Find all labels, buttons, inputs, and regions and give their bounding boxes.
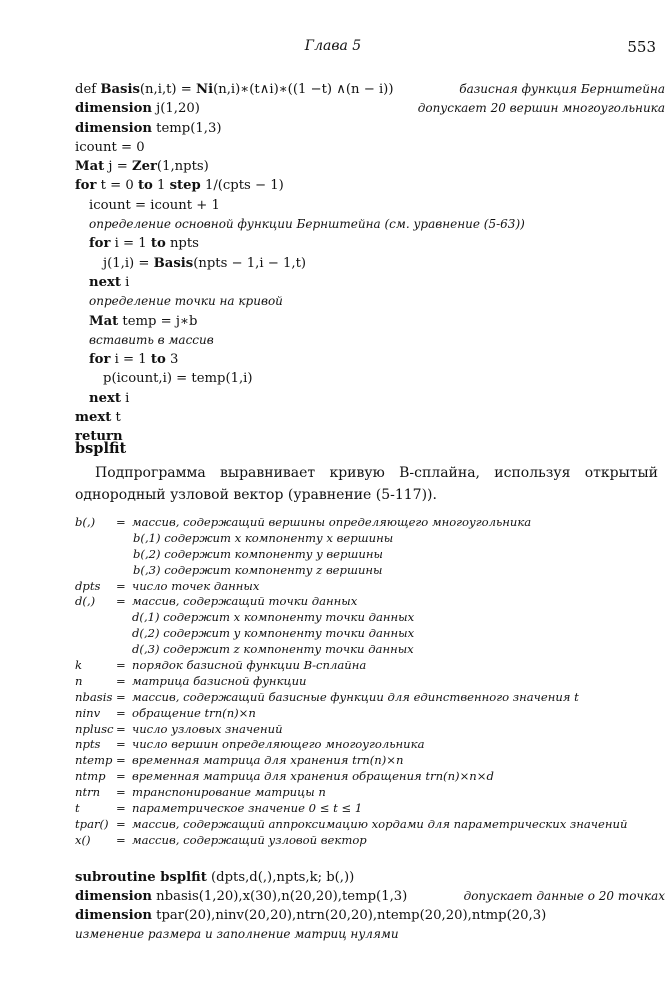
code-text: (1,npts) — [156, 159, 209, 175]
equals-sign: = — [116, 594, 126, 609]
definition-row — [75, 563, 665, 579]
definition-text: обращение trn(n)×n — [132, 705, 256, 720]
equals-sign: = — [116, 832, 126, 847]
definition-term: npts — [75, 737, 101, 752]
code-text: 1/(cpts − 1) — [200, 178, 284, 194]
definition-term: nbasis — [75, 689, 113, 704]
code-keyword: Basis — [153, 255, 194, 271]
code-comment: вставить в массив — [89, 332, 214, 347]
definition-row — [75, 642, 665, 658]
code-text: (n,i,t) = — [139, 82, 197, 97]
section-description: Подпрограмма выравнивает кривую В-сплайна, используя открытый однородный узловой вектор (уравнение (5-117)). — [75, 465, 658, 503]
code-keyword: step — [169, 178, 201, 194]
code-text: 3 — [165, 352, 179, 368]
definition-row — [75, 579, 665, 595]
equals-sign: = — [116, 689, 126, 704]
code-line — [75, 196, 665, 215]
code-keyword: return — [75, 429, 123, 445]
equals-sign: = — [116, 705, 126, 720]
equals-sign: = — [116, 785, 126, 800]
code-line — [75, 389, 665, 408]
definition-row — [75, 531, 665, 547]
code-line — [75, 157, 665, 176]
code-keyword: next — [89, 390, 121, 406]
equals-sign: = — [116, 801, 126, 816]
definition-row — [75, 833, 665, 849]
equals-sign: = — [116, 673, 126, 688]
definition-row — [75, 610, 665, 626]
code-text: icount = 0 — [75, 139, 145, 155]
definition-text: массив, содержащий аппроксимацию хордами для параметрических значений — [132, 816, 628, 831]
code-keyword: subroutine bsplfit — [75, 870, 207, 885]
code-side-comment: допускает данные о 20 точках — [463, 889, 665, 903]
chapter-title: Глава 5 — [304, 38, 362, 54]
definition-row — [75, 722, 665, 738]
code-line — [75, 887, 665, 906]
definition-term: ninv — [75, 705, 101, 720]
code-text: i — [120, 274, 130, 290]
equals-sign: = — [116, 578, 126, 593]
code-text: i = 1 — [110, 352, 151, 368]
code-line — [75, 312, 665, 331]
code-text: i — [120, 390, 130, 406]
equals-sign: = — [116, 721, 126, 736]
code-comment: определение основной функции Бернштейна (см. уравнение (5-63)) — [89, 217, 525, 232]
section-title: bsplfit — [75, 440, 127, 457]
code-text: j(1,20) — [151, 101, 200, 117]
variable-definitions — [75, 515, 665, 849]
code-keyword: Mat — [75, 159, 105, 175]
code-line — [75, 138, 665, 157]
definition-term: ntrn — [75, 785, 101, 800]
equals-sign: = — [116, 737, 126, 752]
code-keyword: dimension — [75, 101, 152, 117]
code-text: i = 1 — [110, 236, 151, 252]
definition-term: t — [75, 801, 80, 816]
code-text: (npts − 1,i − 1,t) — [193, 255, 307, 271]
code-keyword: Zer — [131, 159, 157, 175]
code-text: j(1,i) = — [103, 255, 154, 271]
definition-text: параметрическое значение 0 ≤ t ≤ 1 — [132, 801, 363, 816]
definition-text: число точек данных — [132, 578, 260, 593]
definition-text: временная матрица для хранения trn(n)×n — [132, 753, 404, 768]
definition-row — [75, 801, 665, 817]
code-keyword: dimension — [75, 889, 152, 904]
definition-row — [75, 785, 665, 801]
code-text: tpar(20),ninv(20,20),ntrn(20,20),ntemp(20,20),ntmp(20,3) — [151, 908, 547, 923]
code-line — [75, 925, 665, 944]
definition-row — [75, 817, 665, 833]
definition-subitem: d(,2) содержит y компоненту точки данных — [132, 626, 415, 641]
definition-text: порядок базисной функции В-сплайна — [132, 658, 367, 673]
equals-sign: = — [116, 515, 126, 529]
equals-sign: = — [116, 753, 126, 768]
code-keyword: mext — [75, 410, 112, 426]
definition-row — [75, 626, 665, 642]
definition-text: число узловых значений — [132, 721, 283, 736]
definition-term: x() — [75, 832, 91, 847]
definition-subitem: b(,1) содержит x компоненту x вершины — [133, 530, 394, 545]
definition-row — [75, 515, 665, 531]
definition-text: временная матрица для хранения обращения trn(n)×n×d — [132, 769, 494, 784]
definition-text: транспонирование матрицы n — [132, 785, 326, 800]
equals-sign: = — [116, 769, 126, 784]
definition-subitem: b(,3) содержит компоненту z вершины — [133, 562, 383, 577]
code-comment: изменение размера и заполнение матриц нулями — [75, 927, 399, 941]
definition-subitem: d(,3) содержит z компоненту точки данных — [132, 642, 414, 657]
definition-text: массив, содержащий узловой вектор — [132, 832, 367, 847]
code-text: nbasis(1,20),x(30),n(20,20),temp(1,3) — [151, 889, 408, 904]
page-number: 553 — [627, 38, 656, 56]
code-line — [75, 80, 665, 99]
code-line — [75, 369, 665, 388]
definition-term: tpar() — [75, 816, 109, 831]
code-text: j = — [104, 159, 132, 175]
code-keyword: dimension — [75, 908, 152, 923]
code-line — [75, 215, 665, 234]
code-keyword: Basis — [100, 82, 140, 97]
code-keyword: next — [89, 274, 121, 290]
equals-sign: = — [116, 658, 126, 673]
definition-row — [75, 706, 665, 722]
definition-row — [75, 674, 665, 690]
definition-subitem: b(,2) содержит компоненту y вершины — [133, 546, 383, 561]
code-keyword: dimension — [75, 120, 152, 136]
code-line — [75, 427, 665, 446]
code-keyword: to — [150, 352, 166, 368]
code-line — [75, 906, 665, 925]
definition-row — [75, 769, 665, 785]
code-text: t — [111, 410, 121, 426]
code-line — [75, 331, 665, 350]
code-text: temp = j∗b — [118, 313, 198, 329]
definition-row — [75, 547, 665, 563]
definition-term: n — [75, 673, 83, 688]
definition-row — [75, 753, 665, 769]
code-keyword: for — [89, 352, 111, 368]
basis-function-code-block — [75, 80, 665, 447]
definition-row — [75, 594, 665, 610]
definition-term: dpts — [75, 578, 101, 593]
code-line — [75, 254, 665, 273]
code-keyword: Ni — [196, 82, 214, 97]
code-keyword: to — [150, 236, 166, 252]
code-comment: определение точки на кривой — [89, 294, 283, 309]
code-text: (n,i)∗(t∧i)∗((1 −t) ∧(n − i)) — [213, 82, 394, 97]
code-text: p(icount,i) = temp(1,i) — [103, 371, 253, 387]
code-line — [75, 119, 665, 138]
definition-term: ntemp — [75, 753, 113, 768]
code-side-comment: допускает 20 вершин многоугольника — [417, 101, 665, 116]
definition-text: массив, содержащий базисные функции для единственного значения t — [132, 689, 579, 704]
code-line — [75, 408, 665, 427]
definition-term: b(,) — [75, 515, 96, 529]
code-line — [75, 234, 665, 253]
code-text: t = 0 — [96, 178, 138, 194]
definition-text: матрица базисной функции — [132, 673, 307, 688]
code-text: (dpts,d(,),npts,k; b(,)) — [206, 870, 355, 885]
definition-row — [75, 737, 665, 753]
definition-term: ntmp — [75, 769, 106, 784]
equals-sign: = — [116, 816, 126, 831]
definition-term: d(,) — [75, 594, 96, 609]
code-line — [75, 99, 665, 118]
definition-row — [75, 690, 665, 706]
code-text: 1 — [152, 178, 170, 194]
code-text: temp(1,3) — [151, 120, 222, 136]
code-text: npts — [165, 236, 199, 252]
code-keyword: for — [75, 178, 97, 194]
definition-term: k — [75, 658, 83, 673]
code-line — [75, 350, 665, 369]
definition-text: число вершин определяющего многоугольника — [132, 737, 425, 752]
code-line — [75, 868, 665, 887]
code-line — [75, 273, 665, 292]
definition-term: nplusc — [75, 721, 114, 736]
definition-row — [75, 658, 665, 674]
code-line — [75, 176, 665, 195]
definition-text: массив, содержащий вершины определяющего многоугольника — [132, 515, 532, 529]
code-text: def — [75, 82, 101, 97]
code-keyword: to — [137, 178, 153, 194]
code-keyword: for — [89, 236, 111, 252]
code-text: icount = icount + 1 — [89, 197, 220, 213]
definition-subitem: d(,1) содержит x компоненту точки данных — [132, 610, 415, 625]
code-keyword: Mat — [89, 313, 119, 329]
code-line — [75, 292, 665, 311]
bsplfit-code-block — [75, 868, 665, 944]
definition-text: массив, содержащий точки данных — [132, 594, 358, 609]
code-side-comment: базисная функция Бернштейна — [459, 82, 665, 96]
